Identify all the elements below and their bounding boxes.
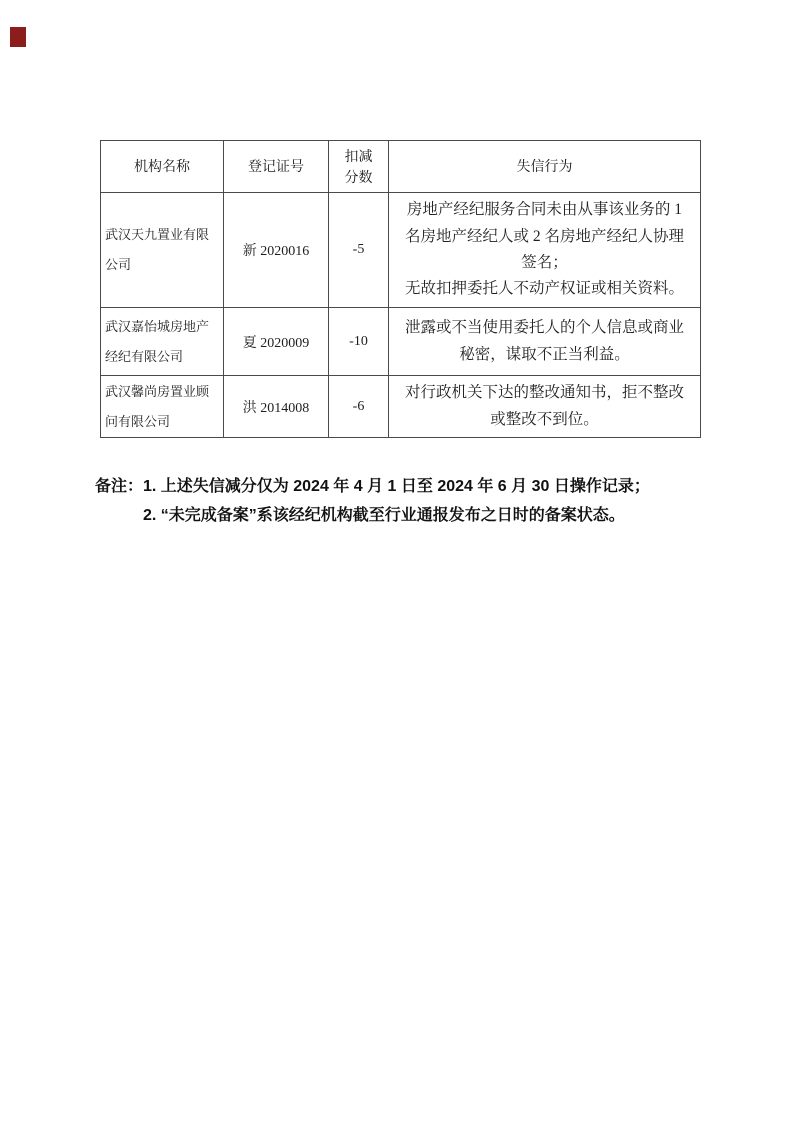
col-header-org-name: 机构名称 xyxy=(101,141,224,193)
col-header-reg-no: 登记证号 xyxy=(224,141,329,193)
behavior-paragraph: 无故扣押委托人不动产权证或相关资料。 xyxy=(404,280,684,298)
note-line-2 xyxy=(95,501,650,530)
reg-no-cell: 新 2020016 xyxy=(224,193,329,308)
col-header-deduction: 扣减分数 xyxy=(329,141,389,193)
deduction-cell: -5 xyxy=(329,193,389,308)
reg-no-cell: 夏 2020009 xyxy=(224,308,329,376)
notes-section xyxy=(95,472,650,530)
behavior-cell xyxy=(389,308,701,376)
red-corner-marker xyxy=(10,27,26,47)
note-item-2: 2. “未完成备案”系该经纪机构截至行业通报发布之日时的备案状态。 xyxy=(143,507,625,524)
org-name-cell: 武汉天九置业有限公司 xyxy=(101,193,224,308)
table-row xyxy=(101,308,701,376)
org-name-cell: 武汉馨尚房置业顾问有限公司 xyxy=(101,376,224,438)
behavior-paragraph: 房地产经纪服务合同未由从事该业务的 1 名房地产经纪人或 2 名房地产经纪人协理签名； xyxy=(404,201,684,271)
behavior-cell xyxy=(389,193,701,308)
deduction-cell: -10 xyxy=(329,308,389,376)
col-header-behavior: 失信行为 xyxy=(389,141,701,193)
behavior-paragraph: 对行政机关下达的整改通知书，拒不整改或整改不到位。 xyxy=(404,384,684,428)
table-row xyxy=(101,376,701,438)
dishonesty-records-table xyxy=(100,140,701,438)
table-header-row xyxy=(101,141,701,193)
note-item-1: 1. 上述失信减分仅为 2024 年 4 月 1 日至 2024 年 6 月 30 日操作记录； xyxy=(143,478,650,495)
note-line-1 xyxy=(95,472,650,501)
notes-label: 备注： xyxy=(95,478,144,495)
behavior-cell xyxy=(389,376,701,438)
table-row xyxy=(101,193,701,308)
behavior-paragraph: 泄露或不当使用委托人的个人信息或商业秘密，谋取不正当利益。 xyxy=(404,319,684,363)
org-name-cell: 武汉嘉怡城房地产经纪有限公司 xyxy=(101,308,224,376)
deduction-cell: -6 xyxy=(329,376,389,438)
reg-no-cell: 洪 2014008 xyxy=(224,376,329,438)
